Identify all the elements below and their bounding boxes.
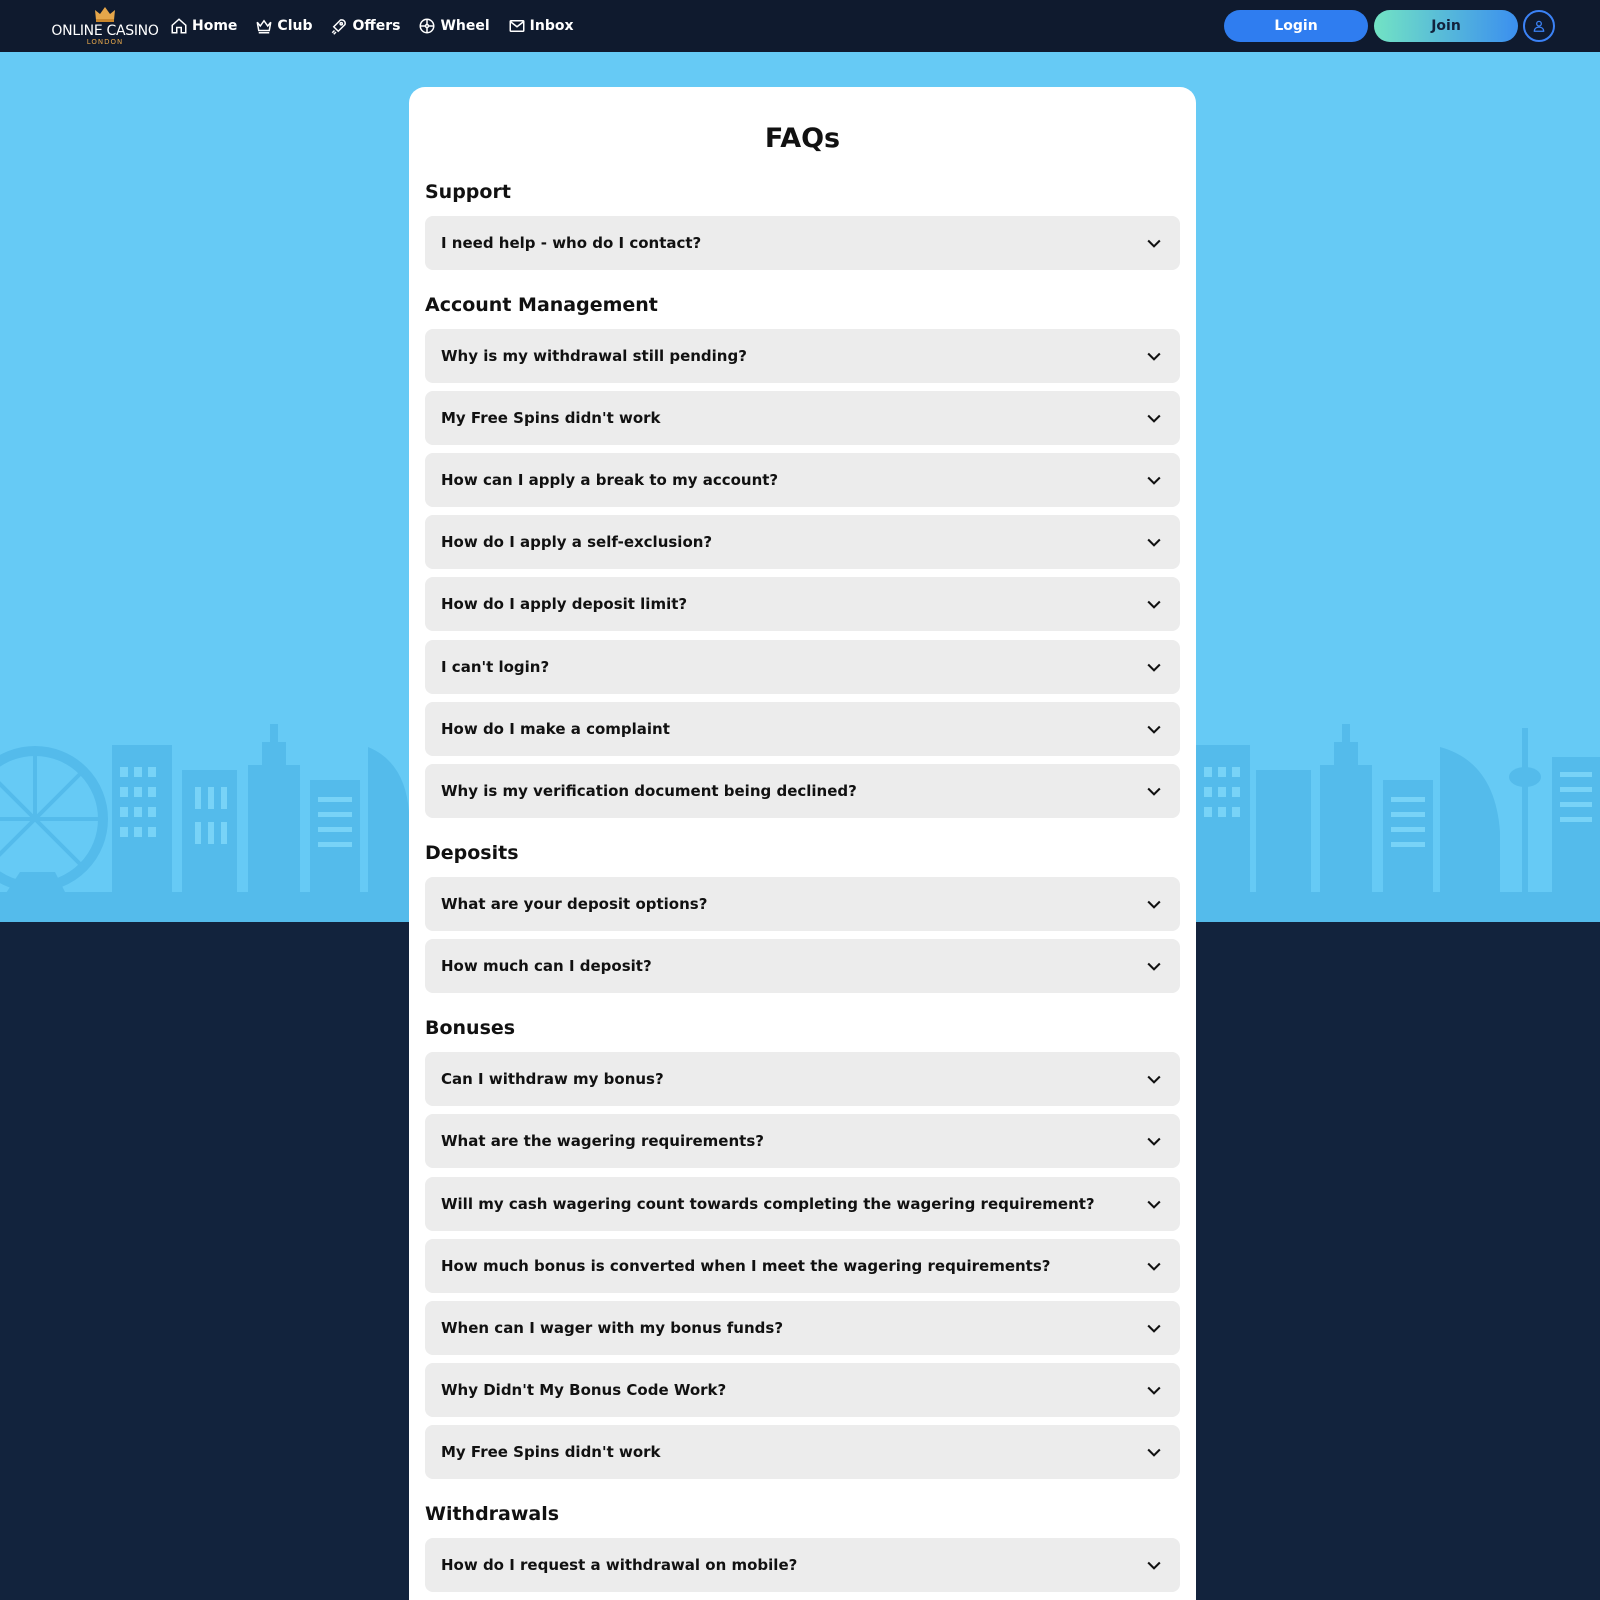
faq-item[interactable] <box>425 453 1180 507</box>
faq-item[interactable] <box>425 702 1180 756</box>
faq-question: Why is my withdrawal still pending? <box>441 347 747 365</box>
chevron-down-icon <box>1144 233 1164 253</box>
faq-question: How do I apply deposit limit? <box>441 595 688 613</box>
chevron-down-icon <box>1144 657 1164 677</box>
faq-question: How much can I deposit? <box>441 957 652 975</box>
chevron-down-icon <box>1144 1555 1164 1575</box>
faq-item[interactable] <box>425 764 1180 818</box>
chevron-down-icon <box>1144 1256 1164 1276</box>
crown-logo-icon <box>94 6 116 22</box>
mail-icon <box>508 17 526 35</box>
faq-item[interactable] <box>425 1052 1180 1106</box>
faq-item[interactable] <box>425 216 1180 270</box>
chevron-down-icon <box>1144 1380 1164 1400</box>
faq-question: When can I wager with my bonus funds? <box>441 1319 784 1337</box>
rocket-icon <box>330 17 348 35</box>
nav-club-label: Club <box>277 18 313 34</box>
profile-button[interactable] <box>1523 10 1555 42</box>
chevron-down-icon <box>1144 719 1164 739</box>
faq-item[interactable] <box>425 1239 1180 1293</box>
login-button[interactable]: Login <box>1224 10 1368 42</box>
faq-question: My Free Spins didn't work <box>441 1443 661 1461</box>
faq-item[interactable] <box>425 515 1180 569</box>
faq-question: Will my cash wagering count towards completing the wagering requirement? <box>441 1195 1095 1213</box>
chevron-down-icon <box>1144 781 1164 801</box>
nav-offers-label: Offers <box>352 18 401 34</box>
chevron-down-icon <box>1144 894 1164 914</box>
faq-item[interactable] <box>425 1177 1180 1231</box>
section-title-support: Support <box>425 181 511 203</box>
wheel-icon <box>418 17 436 35</box>
nav-home[interactable] <box>170 17 237 35</box>
nav-inbox[interactable] <box>508 17 574 35</box>
faq-question: What are your deposit options? <box>441 895 708 913</box>
casino-logo[interactable] <box>50 6 160 48</box>
faq-question: Can I withdraw my bonus? <box>441 1070 664 1088</box>
faq-item[interactable] <box>425 1538 1180 1592</box>
page-title: FAQs <box>764 123 841 154</box>
chevron-down-icon <box>1144 1131 1164 1151</box>
nav-wheel[interactable] <box>418 17 489 35</box>
logo-text: ONLINE CASINO <box>51 23 159 39</box>
chevron-down-icon <box>1144 956 1164 976</box>
section-title-bonuses: Bonuses <box>425 1017 516 1039</box>
section-title-withdrawals: Withdrawals <box>425 1503 560 1525</box>
faq-question: What are the wagering requirements? <box>441 1132 764 1150</box>
faq-question: How do I make a complaint <box>441 720 670 738</box>
faq-question: Why is my verification document being declined? <box>441 782 857 800</box>
chevron-down-icon <box>1144 1442 1164 1462</box>
nav-home-label: Home <box>192 18 238 34</box>
logo-subtext: LONDON <box>86 38 124 46</box>
faq-item[interactable] <box>425 1363 1180 1417</box>
chevron-down-icon <box>1144 470 1164 490</box>
faq-item[interactable] <box>425 1301 1180 1355</box>
chevron-down-icon <box>1144 594 1164 614</box>
main-nav <box>170 0 592 52</box>
chevron-down-icon <box>1144 532 1164 552</box>
faq-item[interactable] <box>425 939 1180 993</box>
faq-item[interactable] <box>425 391 1180 445</box>
faq-item[interactable] <box>425 640 1180 694</box>
nav-wheel-label: Wheel <box>440 18 490 34</box>
user-icon <box>1532 19 1546 33</box>
faq-question: How do I request a withdrawal on mobile? <box>441 1556 798 1574</box>
home-icon <box>170 17 188 35</box>
nav-offers[interactable] <box>330 17 400 35</box>
chevron-down-icon <box>1144 346 1164 366</box>
faq-question: My Free Spins didn't work <box>441 409 661 427</box>
chevron-down-icon <box>1144 1194 1164 1214</box>
nav-inbox-label: Inbox <box>529 18 574 34</box>
section-title-account-management: Account Management <box>425 294 658 316</box>
crown-icon <box>255 17 273 35</box>
faq-question: How much bonus is converted when I meet the wagering requirements? <box>441 1257 1051 1275</box>
faq-question: How do I apply a self-exclusion? <box>441 533 713 551</box>
top-navbar <box>0 0 1600 52</box>
nav-club[interactable] <box>255 17 312 35</box>
chevron-down-icon <box>1144 1318 1164 1338</box>
faq-card <box>409 87 1196 1600</box>
faq-question: I need help - who do I contact? <box>441 234 702 252</box>
faq-item[interactable] <box>425 1114 1180 1168</box>
faq-item[interactable] <box>425 577 1180 631</box>
faq-item[interactable] <box>425 877 1180 931</box>
faq-question: Why Didn't My Bonus Code Work? <box>441 1381 727 1399</box>
chevron-down-icon <box>1144 1069 1164 1089</box>
faq-question: I can't login? <box>441 658 550 676</box>
chevron-down-icon <box>1144 408 1164 428</box>
faq-question: How can I apply a break to my account? <box>441 471 779 489</box>
faq-item[interactable] <box>425 329 1180 383</box>
section-title-deposits: Deposits <box>425 842 519 864</box>
faq-item[interactable] <box>425 1425 1180 1479</box>
join-button[interactable]: Join <box>1374 10 1518 42</box>
